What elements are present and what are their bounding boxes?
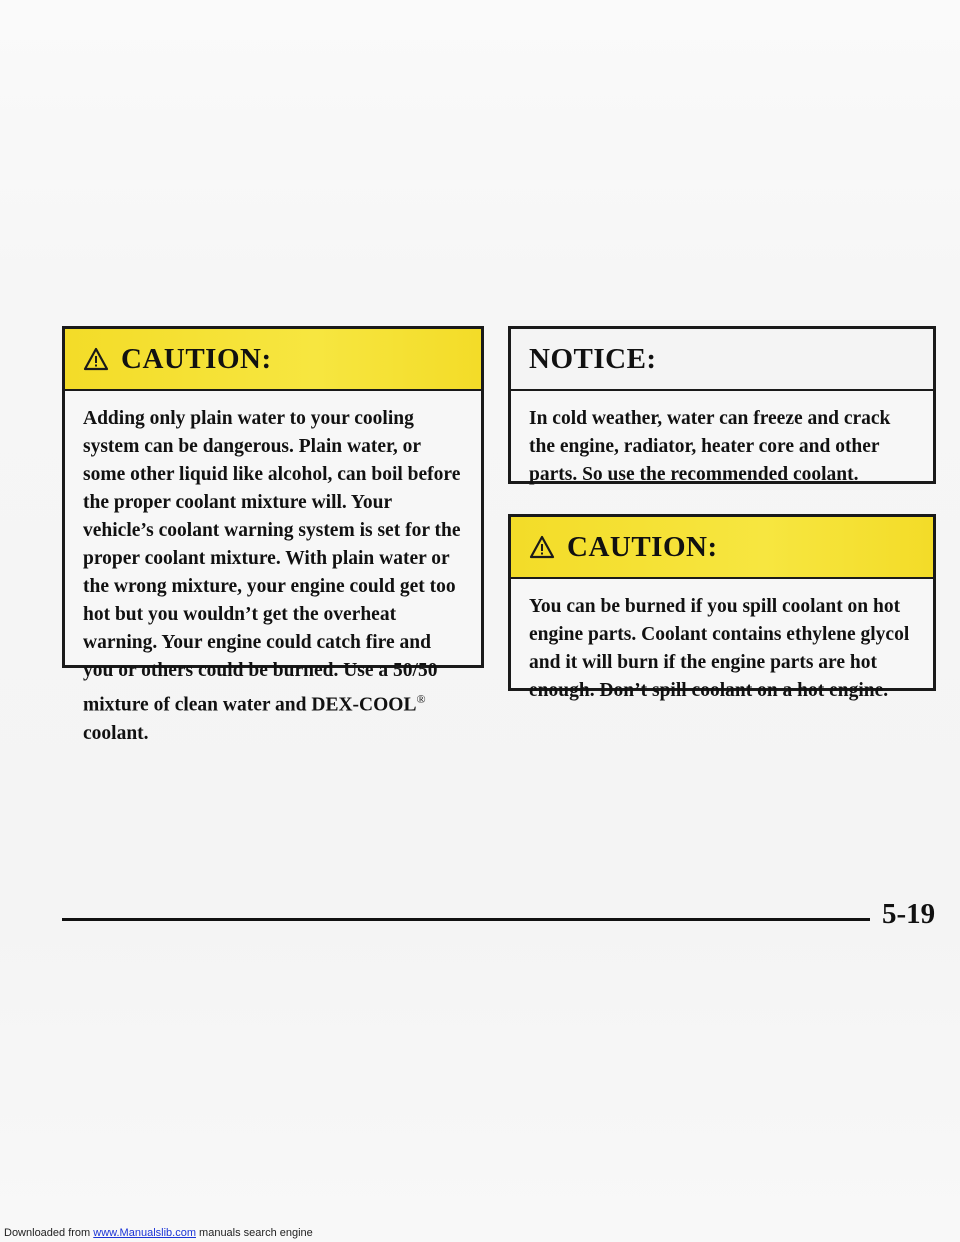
download-footer: [4, 1227, 313, 1239]
caution-body-left-end: coolant.: [83, 722, 149, 744]
notice-body: In cold weather, water can freeze and crack the engine, radiator, heater core and other parts. So use the recommended coolant.: [529, 408, 891, 485]
caution-body-right: You can be burned if you spill coolant on hot engine parts. Coolant contains ethylene glycol and it will burn if the engine parts are hot enough. Don’t spill coolant on a hot engine.: [529, 596, 910, 701]
registered-mark: ®: [416, 692, 426, 706]
warning-triangle-icon: [83, 347, 109, 371]
warning-triangle-icon: [529, 535, 555, 559]
manualslib-link[interactable]: www.Manualslib.com: [93, 1227, 196, 1239]
page-number: 5-19: [882, 898, 936, 930]
footer-suffix: manuals search engine: [195, 1227, 313, 1239]
caution-box-right: [508, 514, 936, 701]
caution-box-left: [62, 326, 484, 744]
notice-box: [508, 326, 936, 484]
notice-heading: NOTICE:: [529, 342, 657, 375]
caution-header-left: [65, 329, 481, 391]
caution-body-left: Adding only plain water to your cooling system can be dangerous. Plain water, or some other liquid like alcohol, can boil before the proper coolant mixture will. Your vehicle’s coolant warning system is set for the proper coolant mixture. With plain water or the wrong mixture, your engine could get too hot but you wouldn’t get the overheat warning. Your engine could catch fire and you or others could be burned. Use a 50/50 mixture of clean water and DEX-COOL: [83, 408, 461, 716]
caution-header-right: [511, 517, 933, 579]
caution-heading-left: CAUTION:: [121, 342, 272, 375]
footer-rule: [62, 918, 870, 921]
notice-header: [511, 329, 933, 391]
caution-heading-right: CAUTION:: [567, 530, 718, 563]
caution-text-left: [65, 391, 481, 748]
footer-prefix: Downloaded from: [4, 1227, 94, 1239]
